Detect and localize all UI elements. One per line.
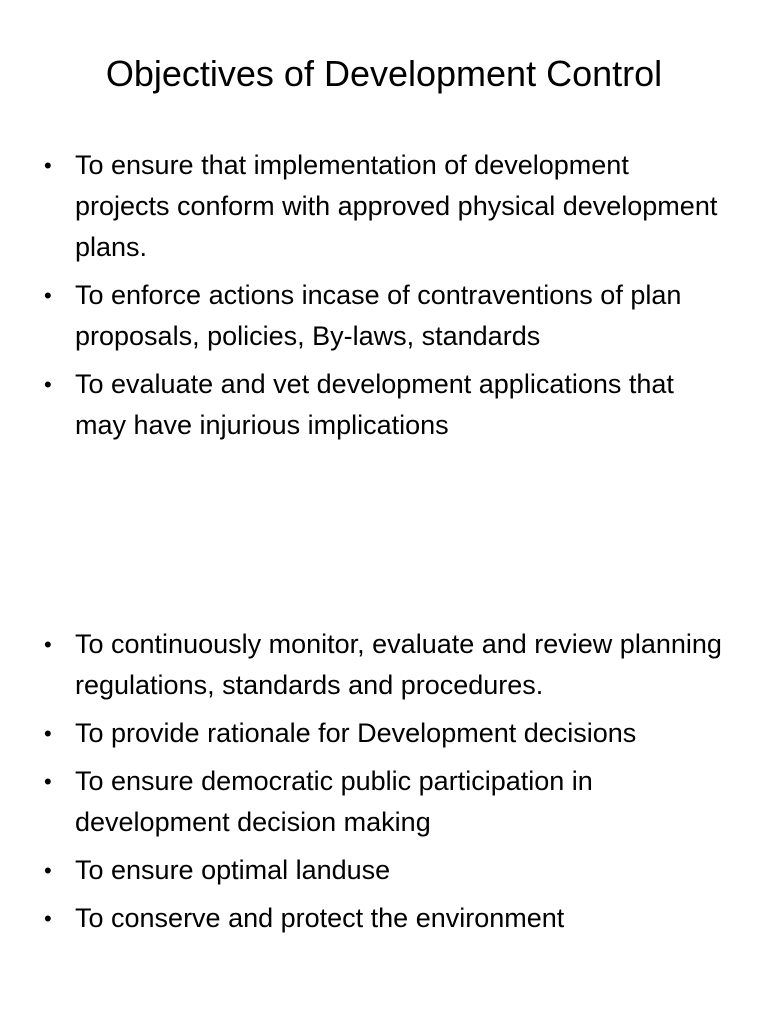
- slide-title: Objectives of Development Control: [105, 53, 663, 94]
- bullet-item: [0, 275, 768, 357]
- bullet-dot-icon: •: [44, 372, 52, 397]
- bullet-text: To continuously monitor, evaluate and review planning regulations, standards and procedures.: [75, 629, 722, 700]
- bullet-item: [0, 898, 768, 939]
- bullet-dot-icon: •: [44, 632, 52, 657]
- bullet-item: [0, 850, 768, 891]
- bullet-dot-icon: •: [44, 858, 52, 883]
- bullet-item: [0, 364, 768, 446]
- bullet-dot-icon: •: [44, 153, 52, 178]
- bullet-text: To conserve and protect the environment: [75, 903, 565, 933]
- bullet-text: To evaluate and vet development applications that may have injurious implications: [75, 369, 674, 440]
- bullet-dot-icon: •: [44, 906, 52, 931]
- bullet-item: [0, 713, 768, 754]
- bullet-text: To enforce actions incase of contraventions of plan proposals, policies, By-laws, standards: [75, 280, 682, 351]
- bullet-dot-icon: •: [44, 283, 52, 308]
- bullet-text: To provide rationale for Development decisions: [75, 718, 637, 748]
- bullet-item: [0, 761, 768, 843]
- bullet-dot-icon: •: [44, 721, 52, 746]
- bullet-text: To ensure democratic public participation in development decision making: [75, 766, 593, 837]
- bullet-dot-icon: •: [44, 769, 52, 794]
- bullet-list-bottom: [0, 624, 768, 946]
- bullet-text: To ensure optimal landuse: [75, 855, 391, 885]
- bullet-item: [0, 624, 768, 706]
- bullet-text: To ensure that implementation of development projects conform with approved physical development plans.: [75, 150, 718, 262]
- bullet-item: [0, 145, 768, 268]
- bullet-list-top: [0, 145, 768, 453]
